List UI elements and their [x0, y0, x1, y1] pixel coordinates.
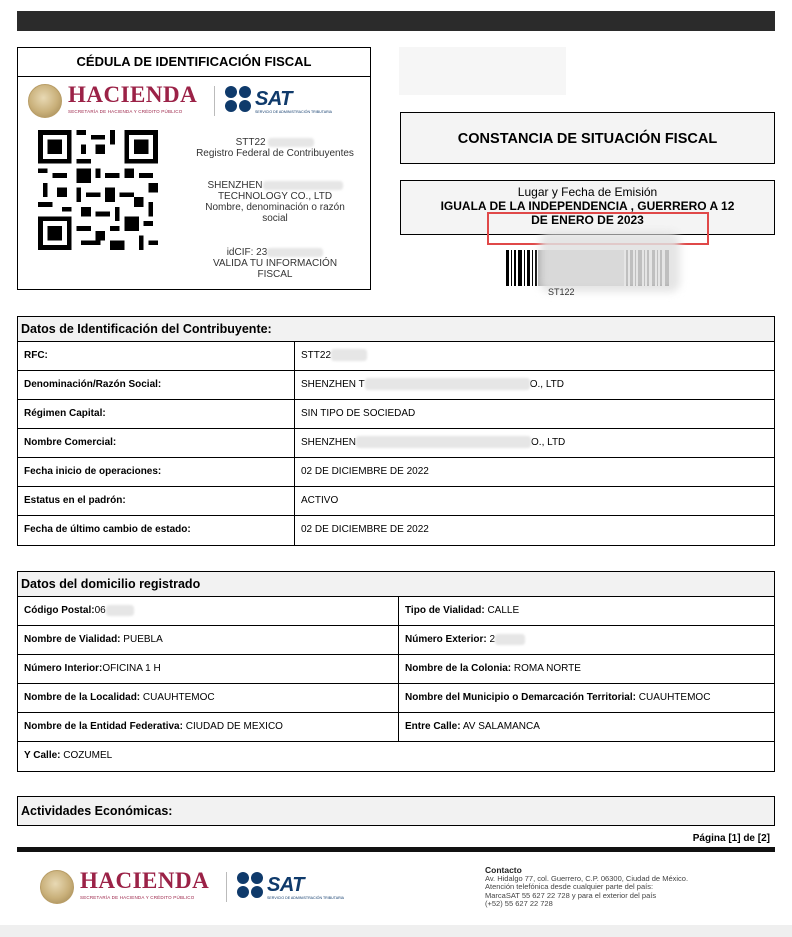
field-value: SIN TIPO DE SOCIEDAD — [294, 400, 774, 428]
hacienda-subtitle: SECRETARÍA DE HACIENDA Y CRÉDITO PÚBLICO — [80, 895, 195, 900]
table-row — [18, 400, 774, 429]
table-row — [18, 713, 774, 742]
field-value: SHENZHEN T O., LTD — [294, 371, 774, 399]
identificacion-title: Datos de Identificación del Contribuyente: — [18, 317, 774, 342]
cedula-name: SHENZHEN — [178, 180, 372, 191]
identificacion-section — [17, 316, 775, 546]
contact-title: Contacto — [485, 865, 522, 875]
table-row — [18, 516, 774, 545]
field-value: 02 DE DICIEMBRE DE 2022 — [294, 516, 774, 545]
table-row — [18, 371, 774, 400]
contact-phone-label: Atención telefónica desde cualquier parte del país: — [485, 882, 654, 891]
actividades-title: Actividades Económicas: — [18, 797, 774, 825]
footer-logo-group — [40, 870, 380, 910]
cedula-valida-2: FISCAL — [257, 269, 293, 280]
field-cell: Número Exterior: 2 — [398, 626, 774, 654]
footer-bar — [17, 847, 775, 852]
sat-subtitle: SERVICIO DE ADMINISTRACIÓN TRIBUTARIA — [267, 896, 345, 900]
lugar-label: Lugar y Fecha de Emisión — [517, 185, 658, 199]
field-label: Nombre Comercial: — [24, 437, 117, 448]
field-label: Estatus en el padrón: — [24, 495, 126, 506]
cedula-name-label-2: social — [262, 213, 288, 224]
table-row — [18, 487, 774, 516]
actividades-section — [17, 796, 775, 826]
redaction-blur — [540, 232, 680, 292]
field-label: Régimen Capital: — [24, 408, 106, 419]
field-cell: Nombre de la Entidad Federativa: CIUDAD DE MEXICO — [24, 721, 283, 732]
top-bar — [17, 11, 775, 31]
field-value: STT22 — [294, 342, 774, 370]
logo-divider — [226, 872, 227, 902]
hacienda-seal-icon — [28, 84, 62, 118]
field-cell: Nombre de la Colonia: ROMA NORTE — [398, 655, 774, 683]
field-label: RFC: — [24, 350, 48, 361]
sat-subtitle: SERVICIO DE ADMINISTRACIÓN TRIBUTARIA — [255, 110, 333, 114]
field-cell: Y Calle: COZUMEL — [24, 750, 113, 761]
contact-phone-intl: (+52) 55 627 22 728 — [485, 899, 553, 908]
cedula-rfc-label: Registro Federal de Contribuyentes — [196, 148, 354, 159]
cedula-name-label: Nombre, denominación o razón — [205, 202, 345, 213]
sat-dots-icon — [225, 86, 251, 112]
hacienda-logo: HACIENDA — [80, 868, 210, 893]
table-row — [18, 429, 774, 458]
field-value: ACTIVO — [294, 487, 774, 515]
cedula-idcif: idCIF: 23 — [178, 247, 372, 258]
table-row — [18, 655, 774, 684]
lugar-line-1: IGUALA DE LA INDEPENDENCIA , GUERRERO A 12 — [440, 199, 735, 213]
table-row — [18, 684, 774, 713]
sat-dots-icon — [237, 872, 263, 898]
field-cell: Nombre de Vialidad: PUEBLA — [24, 634, 163, 645]
field-cell: Entre Calle: AV SALAMANCA — [398, 713, 774, 741]
qr-code-icon — [38, 130, 158, 250]
sat-logo: SAT — [255, 88, 293, 110]
hacienda-subtitle: SECRETARÍA DE HACIENDA Y CRÉDITO PÚBLICO — [68, 109, 183, 114]
contact-address: Av. Hidalgo 77, col. Guerrero, C.P. 06300, Ciudad de México. — [485, 873, 689, 883]
field-cell: Nombre de la Localidad: CUAUHTEMOC — [24, 692, 215, 703]
field-value: SHENZHEN O., LTD — [294, 429, 774, 457]
logo-group — [28, 84, 368, 124]
cedula-valida: VALIDA TU INFORMACIÓN — [212, 258, 338, 269]
lugar-line-2: DE ENERO DE 2023 — [531, 213, 644, 227]
field-cell: Número Interior:OFICINA 1 H — [24, 663, 161, 674]
contact-block — [485, 866, 688, 909]
table-row — [18, 458, 774, 487]
table-row — [18, 597, 774, 626]
bottom-shade — [0, 925, 792, 937]
field-label: Fecha de último cambio de estado: — [24, 524, 191, 535]
field-label: Fecha inicio de operaciones: — [24, 466, 162, 477]
table-row — [18, 742, 774, 771]
logo-divider — [214, 86, 215, 116]
table-row — [18, 342, 774, 371]
field-cell: Nombre del Municipio o Demarcación Territorial: CUAUHTEMOC — [398, 684, 774, 712]
barcode-text: ST122 — [548, 287, 575, 297]
field-value: 02 DE DICIEMBRE DE 2022 — [294, 458, 774, 486]
field-cell: Código Postal:06 — [18, 597, 398, 625]
field-cell: Tipo de Vialidad: CALLE — [398, 597, 774, 625]
table-row — [18, 626, 774, 655]
domicilio-section — [17, 571, 775, 772]
cedula-card — [17, 47, 371, 290]
header-placeholder — [399, 47, 566, 95]
hacienda-seal-icon — [40, 870, 74, 904]
contact-phone: MarcaSAT 55 627 22 728 y para el exterior del país — [485, 890, 657, 900]
cedula-name-line2: TECHNOLOGY CO., LTD — [217, 191, 333, 202]
cedula-rfc: STT22 — [178, 137, 372, 148]
cedula-title: CÉDULA DE IDENTIFICACIÓN FISCAL — [18, 48, 370, 77]
domicilio-title: Datos del domicilio registrado — [18, 572, 774, 597]
hacienda-logo: HACIENDA — [68, 82, 198, 107]
page-number: Página [1] de [2] — [692, 833, 770, 844]
field-label: Denominación/Razón Social: — [24, 379, 162, 390]
constancia-title: CONSTANCIA DE SITUACIÓN FISCAL — [400, 112, 775, 164]
sat-logo: SAT — [267, 874, 305, 896]
